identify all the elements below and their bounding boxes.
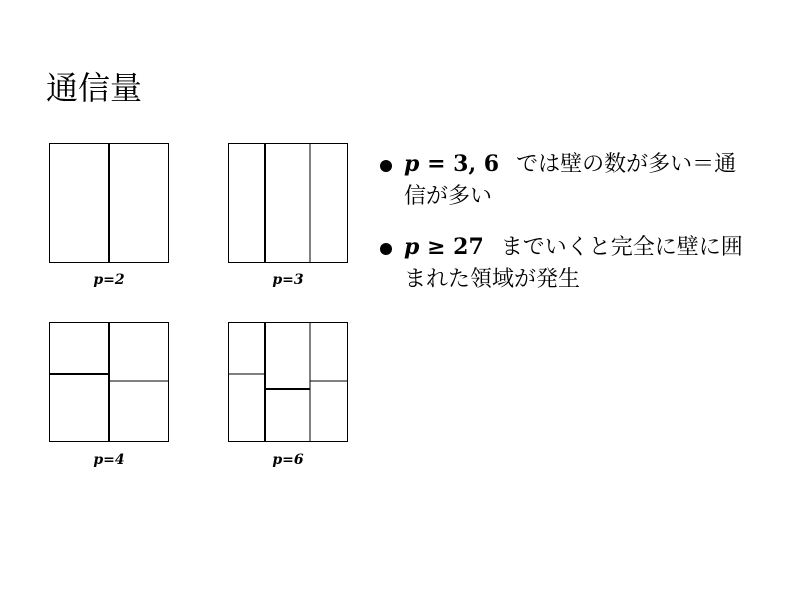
slide-title: 通信量 [46,69,143,107]
partition-diagram-p6 [228,322,348,442]
bullet-list [378,148,758,314]
bullet-text: では壁の数が多い＝通信が多い [404,152,737,209]
bullet-dot-icon [380,243,392,255]
partition-diagram-p4 [49,322,169,442]
math-expression: p = 3, 6 [404,151,500,177]
bullet-item [378,148,758,213]
math-expression: p ≥ 27 [404,234,484,260]
bullet-text: までいくと完全に壁に囲まれた領域が発生 [404,235,743,292]
bullet-item [378,231,758,296]
diagram-caption-p2: p=2 [93,272,125,288]
diagram-caption-p6: p=6 [272,452,304,468]
diagram-caption-p4: p=4 [93,452,125,468]
diagram-caption-p3: p=3 [272,272,304,288]
bullet-dot-icon [380,160,392,172]
partition-diagram-p3 [228,143,348,263]
partition-diagram-p2 [49,143,169,263]
